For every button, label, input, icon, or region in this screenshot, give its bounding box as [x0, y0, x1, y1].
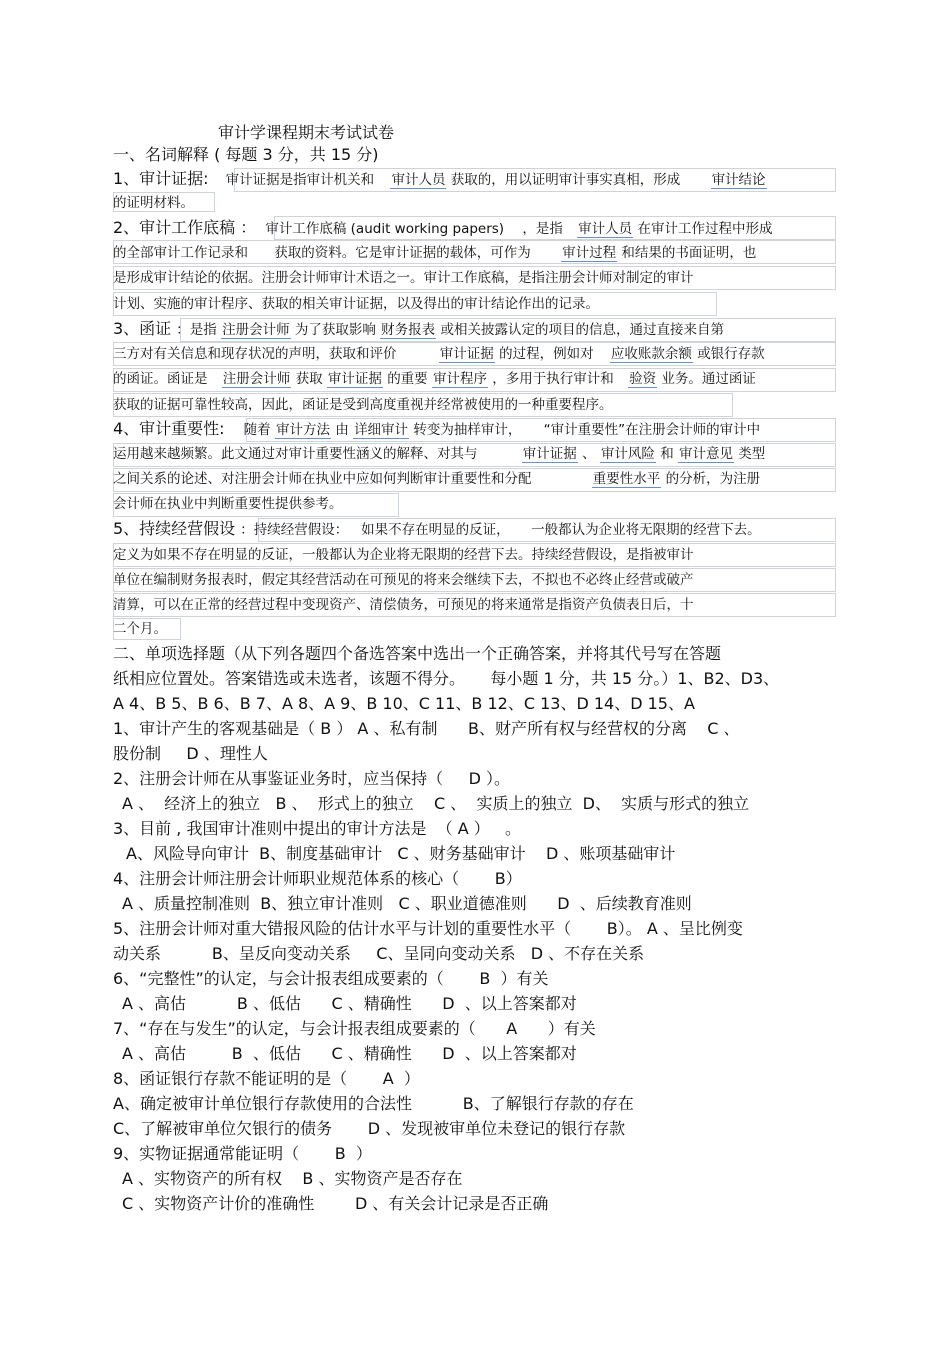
link-term: 审计证据: [327, 371, 382, 387]
def-text: 运用越来越频繁。此文通过对审计重要性涵义的解释、对其与: [113, 446, 478, 462]
link-term: 审计方法: [275, 422, 330, 438]
term-definition: ：持续经营假设： 如果不存在明显的反证， 一般都认为企业将无限期的经营下去。: [240, 522, 761, 538]
def-text: 在审计工作过程中形成: [637, 221, 773, 237]
def-text: 转变为抽样审计，: [413, 422, 522, 438]
def-text: 的过程，例如对: [499, 346, 594, 362]
term-2: [113, 217, 772, 240]
def-text: 或银行存款: [697, 346, 765, 362]
question-5: 5、注册会计师对重大错报风险的估计水平与计划的重要性水平（ B）。 A 、呈比例变: [113, 919, 743, 938]
link-term: 审计证据: [439, 346, 494, 362]
def-text: ，是指: [522, 221, 563, 237]
link-term: 审计人员: [578, 221, 633, 237]
question-8-options-1: A、确定被审计单位银行存款使用的合法性 B、了解银行存款的存在: [113, 1094, 634, 1113]
def-line: 会计师在执业中判断重要性提供参考。: [113, 496, 343, 512]
term-label: 5、持续经营假设: [113, 519, 236, 538]
def-text: ，多用于执行审计和: [492, 371, 614, 387]
def-line: 计划、实施的审计程序、获取的相关审计证据，以及得出的审计结论作出的记录。: [113, 296, 599, 312]
def-line: [113, 444, 765, 464]
question-3: 3、目前 , 我国审计准则中提出的审计方法是 （ A ） 。: [113, 819, 521, 838]
link-term: 注册会计师: [222, 322, 290, 338]
def-text: 和结果的书面证明，也: [621, 245, 757, 261]
question-9-options-2: C 、实物资产计价的准确性 D 、有关会计记录是否正确: [122, 1194, 549, 1213]
term-label: 2、审计工作底稿 ：: [113, 218, 257, 237]
term-definition: [176, 322, 724, 339]
section2-heading-cont: 纸相应位置处。答案错选或未选者，该题不得分。 每小题 1 分，共 15 分。）1、B2、D3、: [113, 669, 780, 688]
def-text: 和: [660, 446, 674, 462]
term-3: [113, 318, 724, 341]
link-term: 审计意见: [678, 446, 733, 462]
term-definition: [265, 221, 772, 237]
question-7: 7、“存在与发生”的认定，与会计报表组成要素的（ A ）有关: [113, 1019, 596, 1038]
term-label: 3、函证: [113, 319, 172, 338]
answer-key: A 4、B 5、B 6、B 7、A 8、A 9、B 10、C 11、B 12、C 13、D 14、D 15、A: [113, 694, 695, 713]
def-text: 业务。通过函证: [661, 371, 756, 387]
term-label: 4、审计重要性:: [113, 419, 225, 438]
def-text: ：是指: [176, 322, 217, 338]
term-5: [113, 518, 761, 541]
def-line: 定义为如果不存在明显的反证，一般都认为企业将无限期的经营下去。持续经营假设，是指被审计: [113, 547, 694, 563]
link-term: 详细审计: [354, 422, 409, 438]
def-text: 或相关披露认定的项目的信息，通过直接来自第: [440, 322, 724, 338]
link-term: 审计结论: [711, 172, 766, 188]
def-line: [113, 243, 756, 263]
def-line: 是形成审计结论的依据。注册会计师审计术语之一。审计工作底稿，是指注册会计师对制定的审计: [113, 270, 694, 286]
term-definition: [244, 422, 760, 438]
question-9: 9、实物证据通常能证明（ B ）: [113, 1144, 372, 1163]
link-term: 验资: [629, 371, 657, 387]
def-line: [113, 469, 760, 489]
question-4-options: A 、质量控制准则 B、独立审计准则 C 、职业道德准则 D 、后续教育准则: [122, 894, 692, 913]
def-text: 类型: [738, 446, 766, 462]
question-1-cont: 股份制 D 、理性人: [113, 744, 268, 763]
question-7-options: A 、高估 B 、低估 C 、精确性 D 、以上答案都对: [122, 1044, 577, 1063]
def-text: 的全部审计工作记录和: [113, 245, 248, 261]
def-line: 单位在编制财务报表时，假定其经营活动在可预见的将来会继续下去，不拟也不必终止经营或破产: [113, 572, 694, 588]
question-9-options-1: A 、实物资产的所有权 B 、实物资产是否存在: [122, 1169, 463, 1188]
link-term: 审计过程: [562, 245, 617, 261]
question-2: 2、注册会计师在从事鉴证业务时，应当保持（ D ）。: [113, 769, 511, 788]
question-8-options-2: C、了解被审单位欠银行的债务 D 、发现被审单位未登记的银行存款: [113, 1119, 626, 1138]
def-line: 获取的证据可靠性较高，因此，函证是受到高度重视并经常被使用的一种重要程序。: [113, 397, 613, 413]
link-term: 注册会计师: [222, 371, 291, 387]
def-text: 的分析，为注册: [665, 471, 761, 487]
def-text: 随着: [243, 422, 271, 438]
def-text: 之间关系的论述、对注册会计师在执业中应如何判断审计重要性和分配: [113, 471, 532, 487]
def-text: 获取: [295, 371, 323, 387]
def-text: 的重要: [387, 371, 428, 387]
question-4: 4、注册会计师注册会计师职业规范体系的核心（ B）: [113, 869, 522, 888]
question-2-options: A 、 经济上的独立 B 、 形式上的独立 C 、 实质上的独立 D、 实质与形式的独立: [122, 794, 750, 813]
def-text: 获取的资料。它是审计证据的载体，可作为: [274, 245, 531, 261]
link-term: 审计程序: [432, 371, 487, 387]
def-line: 清算，可以在正常的经营过程中变现资产、清偿债务，可预见的将来通常是指资产负债表日后，十: [113, 597, 694, 613]
def-text: 审计证据是指审计机关和: [225, 172, 375, 188]
link-term: 财务报表: [381, 322, 436, 338]
link-term: 审计风险: [600, 446, 655, 462]
question-1: 1、审计产生的客观基础是（ B ） A 、私有制 B、财产所有权与经营权的分离 C 、: [113, 719, 740, 738]
link-term: 审计证据: [522, 446, 577, 462]
def-line: [113, 344, 765, 364]
def-text: 审计工作底稿 (audit working papers): [265, 221, 505, 237]
term-1: [113, 168, 767, 191]
question-3-options: A、风险导向审计 B、制度基础审计 C 、财务基础审计 D 、账项基础审计: [126, 844, 676, 863]
def-text: 由: [335, 422, 349, 438]
question-5-cont: 动关系 B、呈反向变动关系 C、呈同向变动关系 D 、不存在关系: [113, 944, 645, 963]
def-line: [113, 369, 756, 389]
def-line: 的证明材料。: [113, 195, 194, 211]
link-term: 重要性水平: [592, 471, 661, 487]
def-text: 获取的，用以证明审计事实真相，形成: [450, 172, 681, 188]
def-text: 、: [582, 446, 596, 462]
term-4: [113, 418, 760, 441]
term-label: 1、审计证据:: [113, 169, 209, 188]
def-line: 二个月。: [113, 621, 167, 637]
section1-heading: 一、名词解释 ( 每题 3 分，共 15 分): [113, 145, 379, 164]
def-text: 三方对有关信息和现存状况的声明，获取和评价: [113, 346, 397, 362]
def-text: “审计重要性”在注册会计师的审计中: [543, 422, 761, 438]
link-term: 应收账款余额: [610, 346, 692, 362]
question-6-options: A 、高估 B 、低估 C 、精确性 D 、以上答案都对: [122, 994, 577, 1013]
def-text: 为了获取影响: [294, 322, 376, 338]
def-text: 的函证。函证是: [113, 371, 208, 387]
section2-heading: 二、单项选择题（从下列各题四个备选答案中选出一个正确答案，并将其代号写在答题: [113, 644, 722, 663]
term-definition: [226, 172, 767, 188]
question-8: 8、函证银行存款不能证明的是（ A ）: [113, 1069, 420, 1088]
link-term: 审计人员: [391, 172, 446, 188]
page-title: 审计学课程期末考试试卷: [218, 123, 395, 142]
question-6: 6、“完整性”的认定，与会计报表组成要素的（ B ）有关: [113, 969, 549, 988]
